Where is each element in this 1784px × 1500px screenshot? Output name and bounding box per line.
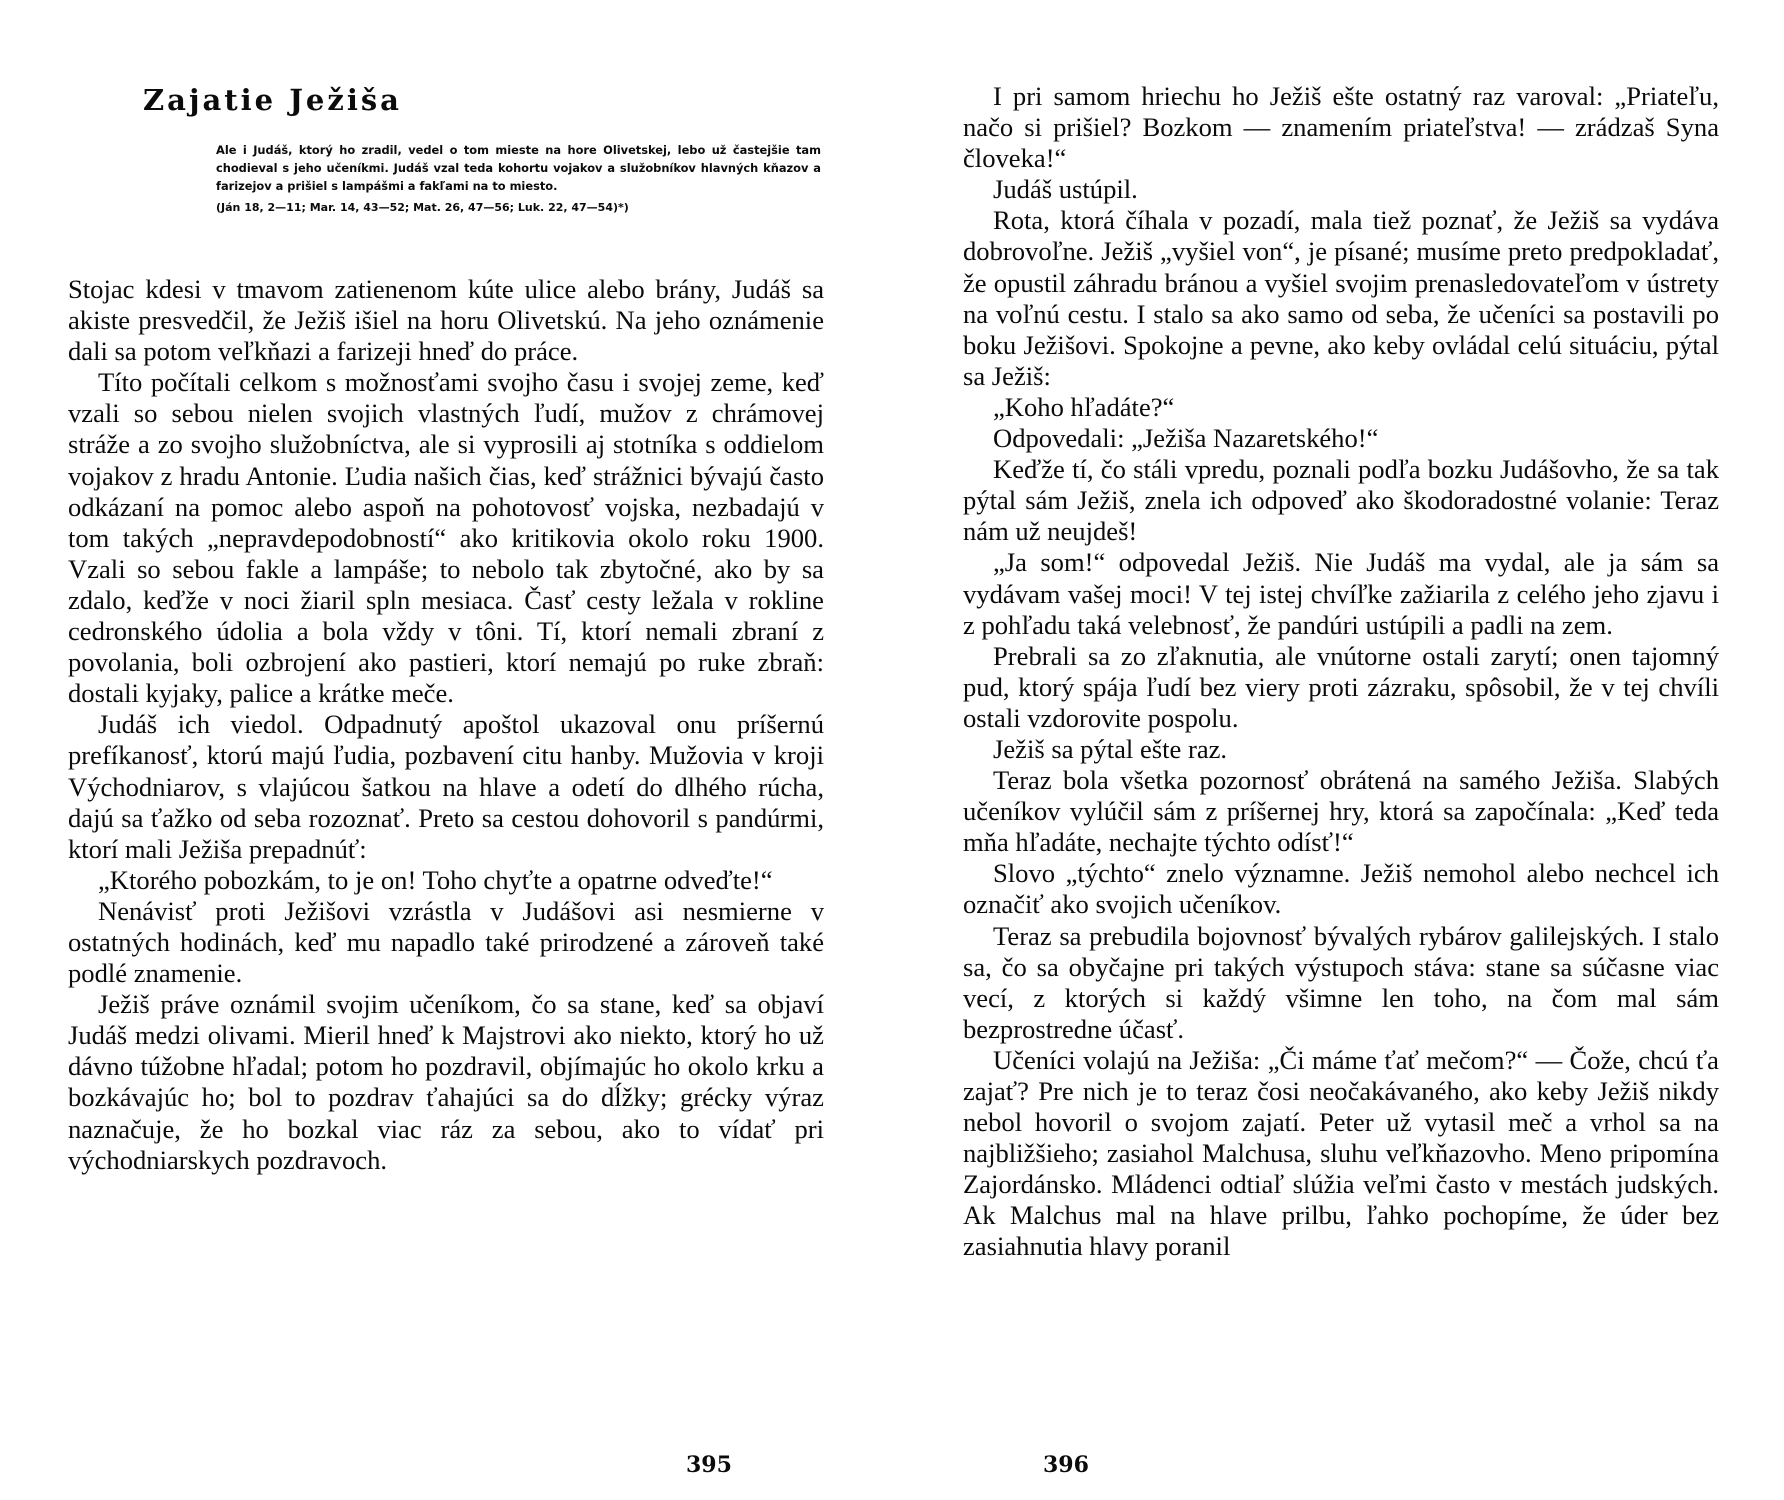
paragraph: Judáš ustúpil. <box>993 174 1138 205</box>
page-number: 396 <box>1043 1452 1089 1478</box>
paragraph: Teraz bola všetka pozornosť obrátená na samého Ježiša. Slabých učeníkov vylúčil sám z príšernej hry, ktorá sa započínala: „Keď teda mňa hľadáte, nechajte týchto odísť!“ <box>963 765 1719 858</box>
paragraph: Slovo „týchto“ znelo významne. Ježiš nemohol alebo nechcel ich označiť ako svojich učeníkov. <box>963 858 1719 920</box>
paragraph: Teraz sa prebudila bojovnosť bývalých rybárov galilejských. I stalo sa, čo sa obyčajne pri takých výstupoch stáva: stane sa súčasne viac vecí, z ktorých si každý všimne len toho, na čom mal sám bezprostredne účasť. <box>963 920 1719 1044</box>
paragraph: „Ktorého pobozkám, to je on! Toho chyťte a opatrne odveďte!“ <box>98 864 773 895</box>
paragraph: I pri samom hriechu ho Ježiš ešte ostatný raz varoval: „Priateľu, načo si prišiel? Bozkom — znamením priateľstva! — zrádzaš Syna človeka!“ <box>963 81 1719 174</box>
right-page <box>892 0 1784 1500</box>
paragraph: Rota, ktorá číhala v pozadí, mala tiež poznať, že Ježiš sa vydáva dobrovoľne. Ježiš „vyšiel von“, je písané; musíme preto predpokladať, že opustil záhradu bránou a vyšiel svojim prenasledovateľom v ústrety na voľnú cestu. I stalo sa ako samo od seba, že učeníci sa postavili po boku Ježišovi. Spokojne a pevne, ako keby ovládal celú situáciu, pýtal sa Ježiš: <box>963 205 1719 391</box>
paragraph: Prebrali sa zo zľaknutia, ale vnútorne ostali zarytí; onen tajomný pud, ktorý spája ľudí bez viery proti zázraku, spôsobil, že v tej chvíli ostali vzdorovite pospolu. <box>963 640 1719 733</box>
paragraph: Títo počítali celkom s možnosťami svojho času i svojej zeme, keď vzali so sebou nielen svojich vlastných ľudí, mužov z chrámovej stráže a zo svojho služobníctva, ale si vyprosili aj stotníka s oddielom vojakov z hradu Antonie. Ľudia našich čias, keď strážnici bývajú často odkázaní na pomoc alebo aspoň na pohotovosť vojska, nezbadajú v tom takých „nepravdepodobností“ ako kritikovia okolo roku 1900. Vzali so sebou fakle a lampáše; to nebolo tak zbytočné, ako by sa zdalo, keďže v noci žiaril spln mesiaca. Časť cesty ležala v rokline cedronského údolia a bola vždy v tôni. Tí, ktorí nemali zbraní z povolania, boli ozbrojení ako pastieri, ktorí nemajú po ruke zbraň: dostali kyjaky, palice a krátke meče. <box>68 367 824 709</box>
chapter-title: Zajatie Ježiša <box>143 83 402 117</box>
paragraph: Nenávisť proti Ježišovi vzrástla v Judášovi asi nesmierne v ostatných hodinách, keď mu napadlo také prirodzené a zároveň také podlé znamenie. <box>68 895 824 989</box>
paragraph: „Koho hľadáte?“ <box>993 391 1175 422</box>
epigraph-reference: (Ján 18, 2—11; Mar. 14, 43—52; Mat. 26, 47—56; Luk. 22, 47—54)*) <box>216 201 629 215</box>
paragraph: Stojac kdesi v tmavom zatienenom kúte ulice alebo brány, Judáš sa akiste presvedčil, že Ježiš išiel na horu Olivetskú. Na jeho oznámenie dali sa potom veľkňazi a farizeji hneď do práce. <box>68 274 824 367</box>
paragraph: Keďže tí, čo stáli vpredu, poznali podľa bozku Judášovho, že sa tak pýtal sám Ježiš, znela ich odpoveď ako škodoradostné volanie: Teraz nám už neujdeš! <box>963 454 1719 547</box>
paragraph: Odpovedali: „Ježiša Nazaretského!“ <box>993 423 1379 454</box>
paragraph: Ježiš práve oznámil svojim učeníkom, čo sa stane, keď sa objaví Judáš medzi olivami. Mieril hneď k Majstrovi ako niekto, ktorý ho už dávno túžobne hľadal; potom ho pozdravil, objímajúc ho okolo krku a bozkávajúc ho; bol to pozdrav ťahajúci sa do dĺžky; grécky výraz naznačuje, že ho bozkal viac ráz za sebou, ako to vídať pri východniarskych pozdravoch. <box>68 989 824 1175</box>
paragraph: Judáš ich viedol. Odpadnutý apoštol ukazoval onu príšernú prefíkanosť, ktorú majú ľudia, pozbavení citu hanby. Mužovia v kroji Východniarov, s vlajúcou šatkou na hlave a odetí do dlhého rúcha, dajú sa ťažko od seba rozoznať. Preto sa cestou dohovoril s pandúrmi, ktorí mali Ježiša prepadnúť: <box>68 709 824 864</box>
page-number: 395 <box>686 1452 732 1478</box>
paragraph: „Ja som!“ odpovedal Ježiš. Nie Judáš ma vydal, ale ja sám sa vydávam vašej moci! V tej istej chvíľke zažiarila z celého jeho zjavu i z pohľadu taká velebnosť, že pandúri ustúpili a padli na zem. <box>963 547 1719 640</box>
paragraph: Učeníci volajú na Ježiša: „Či máme ťať mečom?“ — Čože, chcú ťa zajať? Pre nich je to teraz čosi neočakávaného, ako keby Ježiš nikdy nebol hovoril o svojom zajatí. Peter už vytasil meč a vrhol sa na najbližšieho; zasiahol Malchusa, sluhu veľkňazovho. Meno pripomína Zajordánsko. Mládenci odtiaľ slúžia veľmi často v mestách judských. Ak Malchus mal na hlave prilbu, ľahko pochopíme, že úder bez zasiahnutia hlavy poranil <box>963 1044 1719 1262</box>
left-body-text <box>68 274 824 1176</box>
epigraph <box>216 142 821 217</box>
right-body-text <box>963 81 1719 1263</box>
epigraph-text: Ale i Judáš, ktorý ho zradil, vedel o tom mieste na hore Olivetskej, lebo už častejšie tam chodieval s jeho učeníkmi. Judáš vzal teda kohortu vojakov a služobníkov hlavných kňazov a farizejov a prišiel s lampášmi a fakľami na to miesto. <box>216 143 821 193</box>
paragraph: Ježiš sa pýtal ešte raz. <box>993 733 1228 764</box>
